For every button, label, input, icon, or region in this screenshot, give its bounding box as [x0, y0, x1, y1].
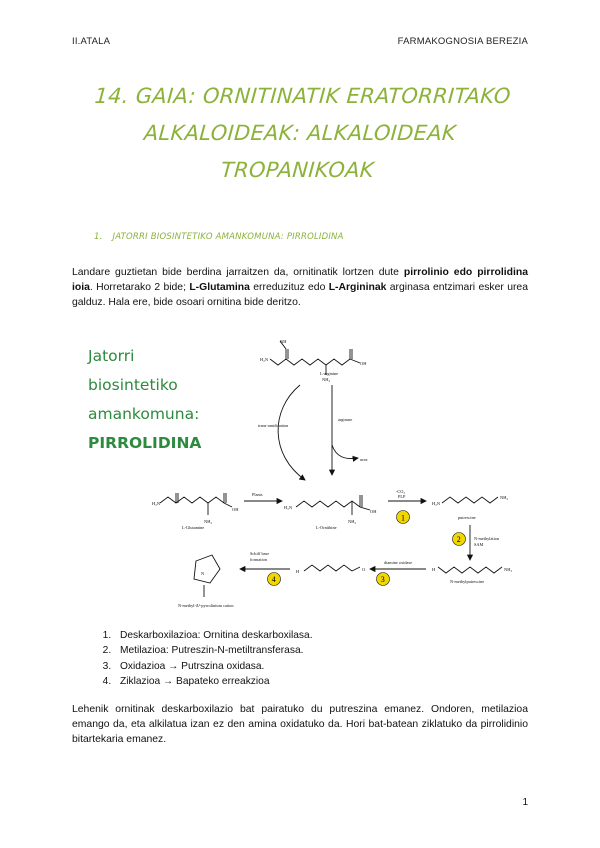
steps-list [86, 628, 313, 689]
methylputrescine-structure [438, 567, 502, 573]
header-left: II.ATALA [72, 36, 111, 47]
explanation-paragraph: Lehenik ornitinak deskarboxilazio bat pairatuko du putreszina emanez. Ondoren, metilazioa emango da, eta alkilatua izan ez den amina oxidatuko da. Hori bat-batean ziklatuko da pirrolidinio bitartekaria emanez. [72, 704, 528, 745]
page-title [56, 78, 544, 189]
figure-title-line-1: Jatorri [88, 347, 135, 365]
section-number: 1. [94, 232, 103, 242]
aldehyde-h-label: H [296, 569, 300, 574]
label-diamine-oxidase: diamine oxidase [384, 560, 413, 565]
arginine-structure [270, 359, 350, 365]
label-plp: PLP [398, 494, 406, 499]
methylputrescine-h-label: H [432, 567, 436, 572]
arginine-h2n-label: H₂N [260, 357, 269, 362]
step-badge-3-label: 3 [380, 575, 385, 584]
intro-bold-2: L-Glutamina [189, 282, 250, 293]
step-badges [268, 511, 466, 586]
title-line-1: 14. GAIA: ORNITINATIK ERATORRITAKO [93, 84, 512, 108]
figure-title-line-3: amankomuna: [88, 405, 200, 423]
aldehyde-o-label: O [362, 567, 366, 572]
step-badge-1-label: 1 [401, 513, 405, 523]
step-item-4: 4. Ziklazioa → Bapateko erreakzioa [114, 674, 313, 689]
label-putrescine: putrescine [458, 515, 476, 520]
glutamine-structure [160, 497, 224, 503]
transamidination-arrow [278, 385, 305, 480]
label-formation: formation [250, 557, 267, 562]
ornithine-h2n-label: H₂N [284, 505, 293, 510]
header-right: FARMAKOGNOSIA BEREZIA [397, 36, 528, 47]
figure-title-line-4: PIRROLIDINA [88, 434, 202, 452]
intro-text-2: . Horretarako 2 bide; [89, 282, 190, 293]
intro-text-1: Landare guztietan bide berdina jarraitzen da, ornitinatik lortzen dute [72, 267, 404, 278]
ornithine-nh2-label: NH₂ [348, 519, 357, 524]
pyrrolinium-n-label: N [201, 571, 205, 576]
arginine-nh2-label: NH₂ [322, 377, 331, 382]
intro-bold-1: pirrolinio edo pirrolidina ioia [72, 267, 528, 293]
label-arginine: L-arginine [320, 371, 339, 376]
label-pyrrolinium: N-methyl-Δ¹-pyrrolinium cation [178, 603, 234, 608]
label-ornithine: L-Ornithine [316, 525, 337, 530]
label-nmethylation: N-methylation [474, 536, 500, 541]
intro-bold-3: L-Argininak [328, 282, 387, 293]
methylputrescine-nh2-label: NH₂ [504, 567, 513, 572]
putrescine-nh2-label: NH₂ [500, 495, 509, 500]
title-line-3: TROPANIKOAK [220, 158, 375, 182]
glutamine-h2n-label: H₂N [152, 501, 161, 506]
step-badge-4-label: 4 [271, 575, 276, 584]
putrescine-h2n-label: H₂N [432, 501, 441, 506]
label-schiff: Schiff base [250, 551, 270, 556]
label-arginase: arginase [338, 417, 353, 422]
putrescine-structure [442, 497, 498, 503]
label-urea: urea [360, 457, 368, 462]
glutamine-oh-label: OH [232, 507, 239, 512]
title-line-2: ALKALOIDEAK: ALKALOIDEAK [143, 121, 457, 145]
urea-arrow [332, 445, 358, 459]
label-co2: -CO₂ [396, 489, 405, 494]
ornithine-oh-label: OH [370, 509, 377, 514]
intro-text-4: arginasa entzimari esker urea galduz. Hala ere, bide osoari ornitina bide deritzo. [72, 282, 528, 308]
intro-text-3: erreduzituz edo [249, 282, 329, 293]
section-title: JATORRI BIOSINTETIKO AMANKOMUNA: PIRROLIDINA [112, 232, 344, 242]
page-number: 1 [522, 797, 528, 808]
intro-paragraph [72, 265, 528, 310]
label-sam: SAM [474, 542, 484, 547]
figure-title-line-2: biosintetiko [88, 376, 178, 394]
label-plants: Plants [252, 492, 263, 497]
ornithine-structure [296, 501, 360, 507]
label-methylputrescine: N-methylputrescine [450, 579, 485, 584]
step-item-1: 1. Deskarboxilazioa: Ornitina deskarboxilasa. [114, 628, 313, 643]
arginine-oh-label: OH [360, 361, 367, 366]
arginine-nh-label: NH [280, 339, 287, 344]
glutamine-nh2-label: NH₂ [204, 519, 213, 524]
step-badge-2-label: 2 [456, 535, 461, 544]
label-glutamine: L-Glutamine [182, 525, 205, 530]
step-item-2: 2. Metilazioa: Putreszin-N-metiltransferasa. [114, 643, 313, 658]
label-transamidination: trans-amidination [258, 423, 289, 428]
step-item-3: 3. Oxidazioa → Putrszina oxidasa. [114, 659, 313, 674]
pyrrolinium-structure [194, 555, 220, 583]
section-heading [94, 232, 344, 242]
aldehyde-structure [304, 565, 360, 571]
biosynthesis-diagram [70, 335, 530, 615]
